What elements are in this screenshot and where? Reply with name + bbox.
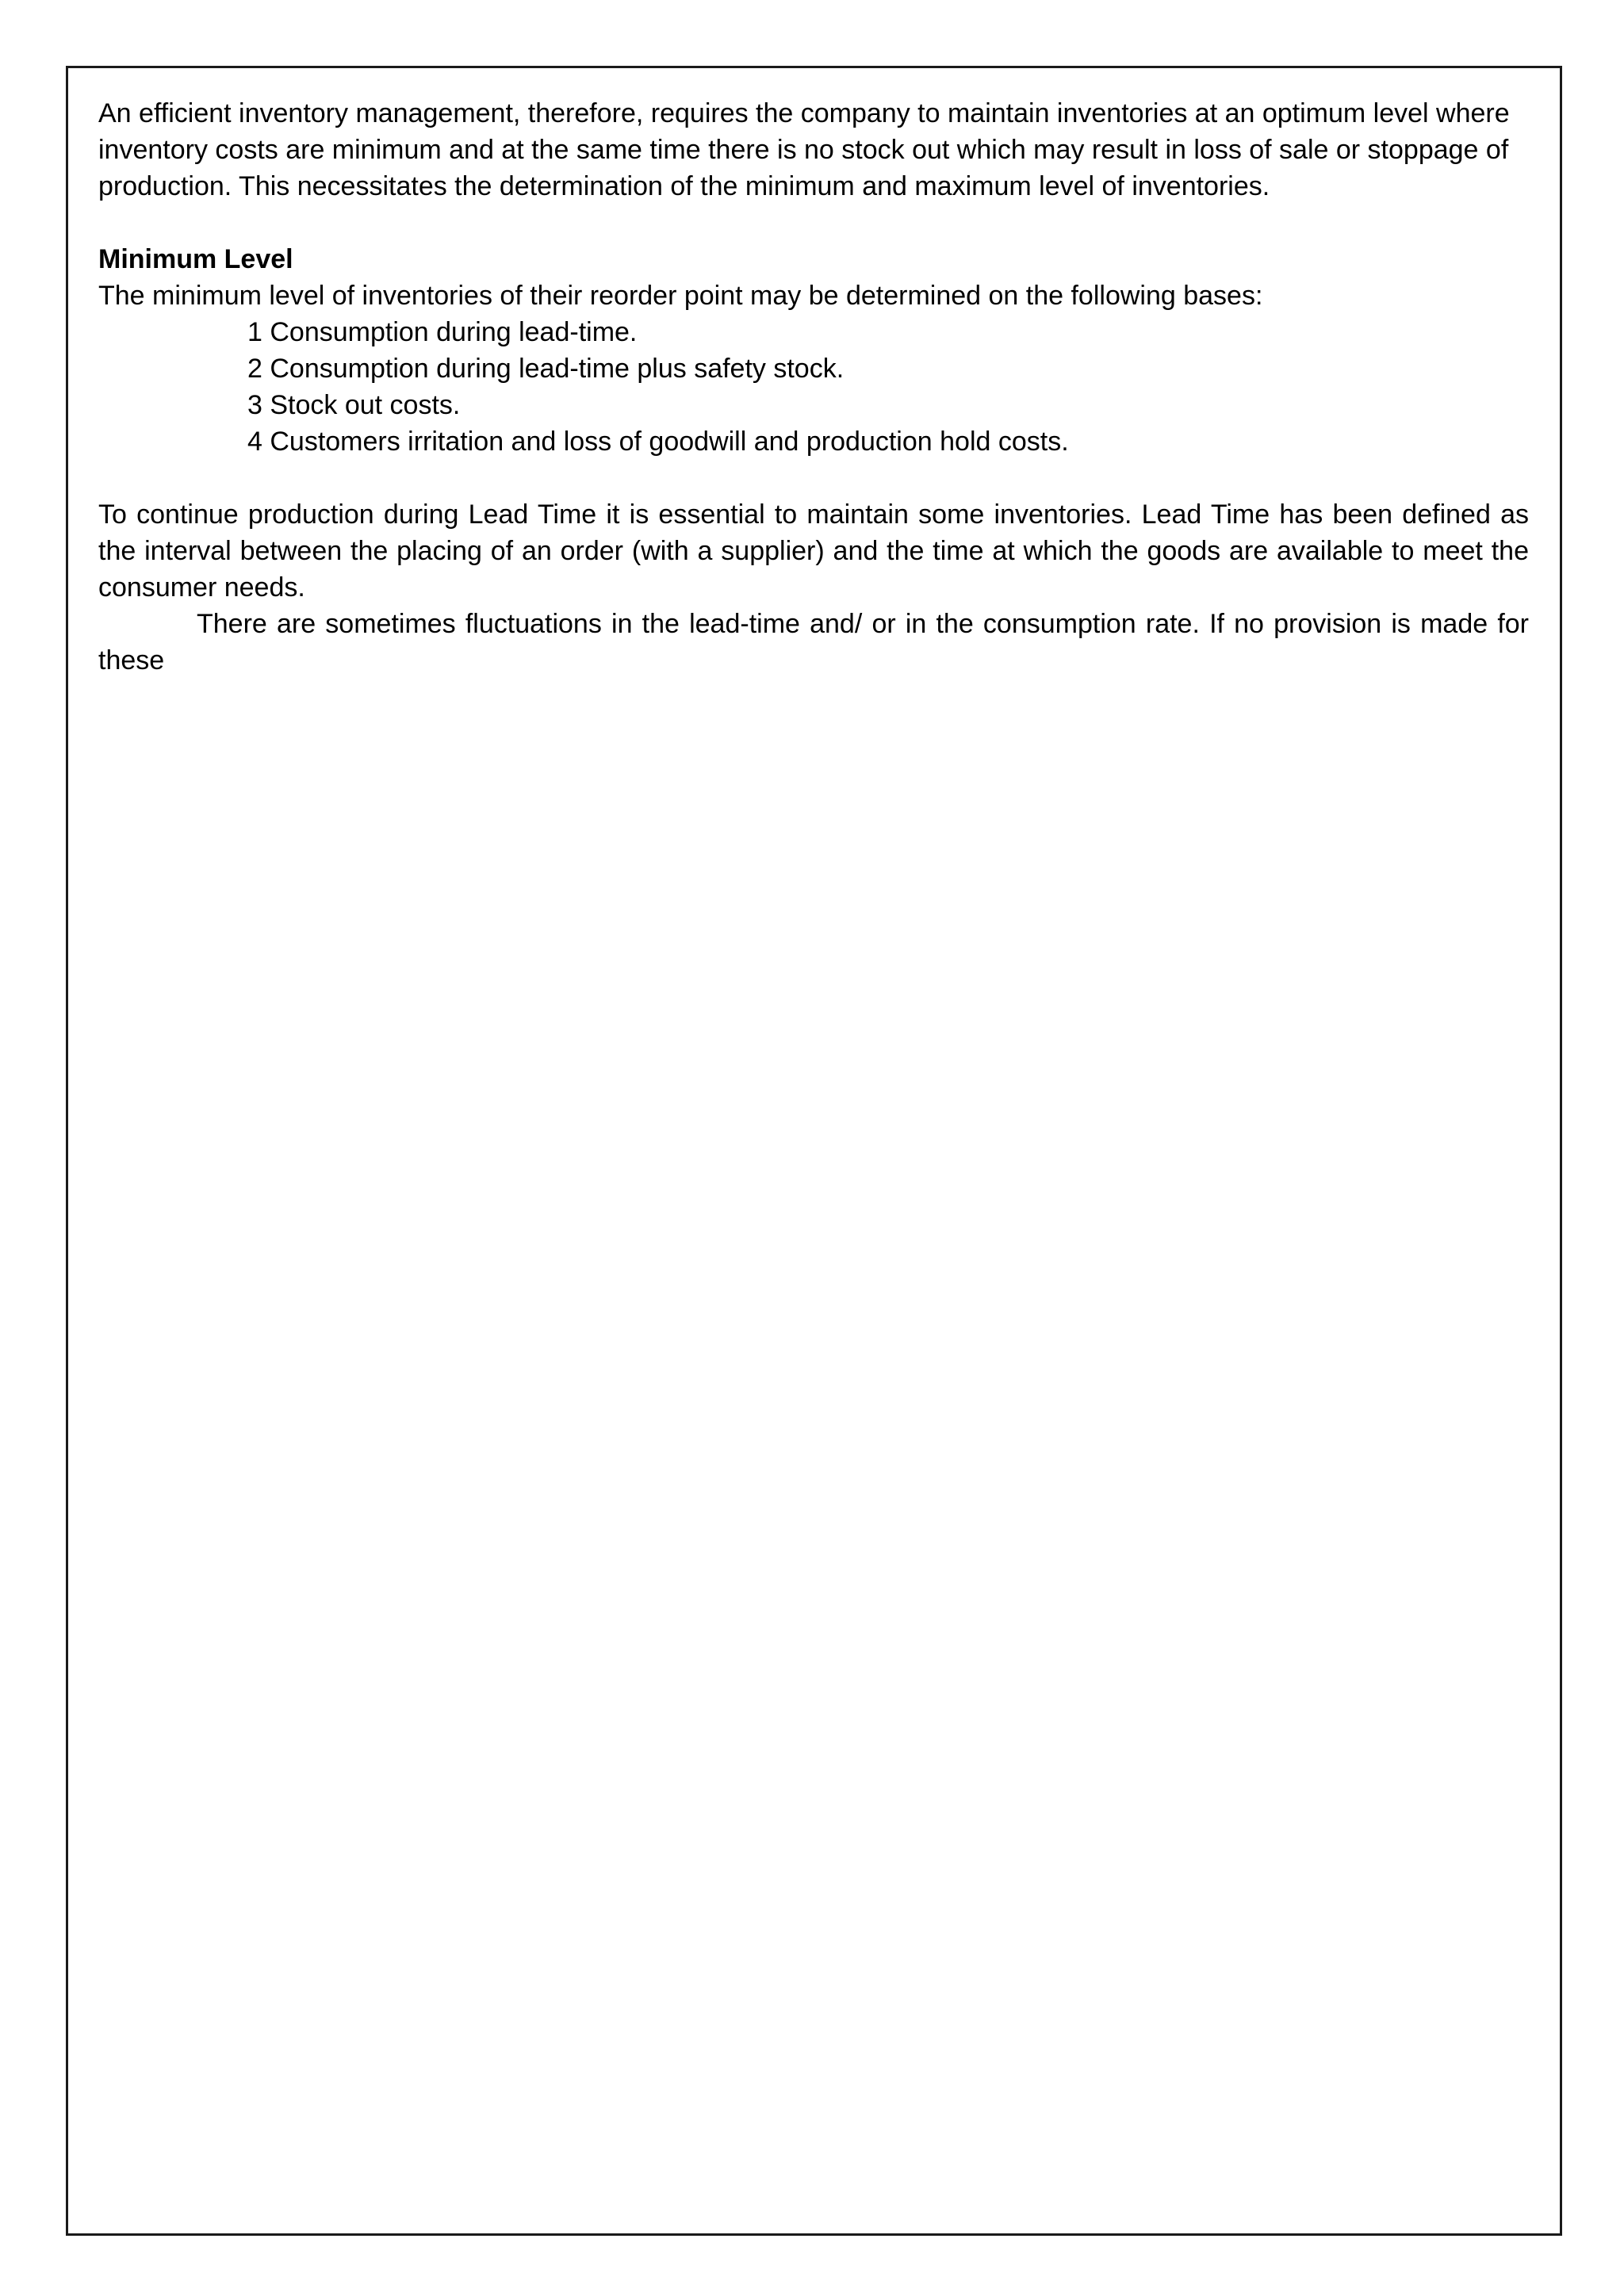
list-item: 3 Stock out costs.	[247, 390, 461, 420]
paragraph-spacer	[98, 205, 1529, 241]
list-item: 4 Customers irritation and loss of goodwill and production hold costs.	[247, 427, 1069, 457]
section-intro: The minimum level of inventories of their reorder point may be determined on the following bases:	[98, 281, 1263, 311]
lead-time-paragraph: To continue production during Lead Time it is essential to maintain some inventories. Lead Time has been defined as the interval between the placing of an order (with a supplier) and the time at which the goods are available to meet the consumer needs.	[98, 499, 1529, 603]
list-item: 2 Consumption during lead-time plus safety stock.	[247, 354, 845, 384]
intro-paragraph: An efficient inventory management, therefore, requires the company to maintain inventories at an optimum level where inventory costs are minimum and at the same time there is no stock out which may result in loss of sale or stoppage of production. This necessitates the determination of the minimum and maximum level of inventories.	[98, 98, 1510, 201]
bases-list	[98, 314, 1529, 460]
paragraph-spacer	[98, 460, 1529, 496]
section-heading: Minimum Level	[98, 244, 293, 274]
document-body	[98, 95, 1529, 679]
fluctuation-paragraph: There are sometimes fluctuations in the lead-time and/ or in the consumption rate. If no provision is made for these	[98, 609, 1529, 675]
list-item: 1 Consumption during lead-time.	[247, 317, 638, 347]
